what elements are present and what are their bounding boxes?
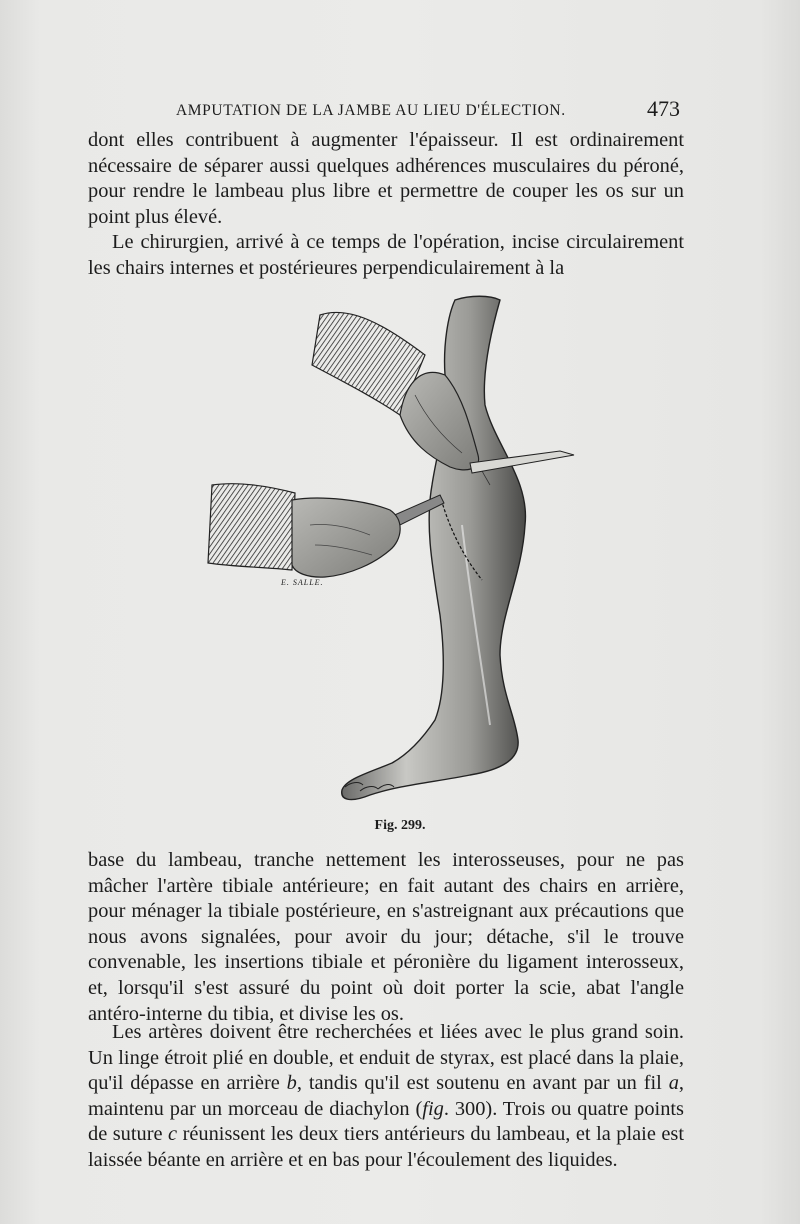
reference-letter-b: b: [286, 1072, 297, 1095]
surgeon-sleeve: [208, 484, 295, 570]
fig-abbreviation: fig: [422, 1097, 444, 1120]
surgeon-hand: [292, 498, 400, 577]
engraver-signature: E. SALLE.: [281, 578, 324, 587]
paragraph-2: Le chirurgien, arrivé à ce temps de l'opération, incise circulairement les chairs internes et postérieures perpendiculairement à la: [88, 231, 684, 279]
figure-299-illustration: [200, 295, 600, 815]
leg-amputation-engraving: [200, 295, 600, 815]
figure-caption: Fig. 299.: [374, 818, 426, 833]
page-number: 473: [647, 96, 680, 121]
reference-letter-c: c: [168, 1123, 178, 1146]
paragraph-4-text-g: . 300). Trois ou quatre points de suture: [88, 1097, 684, 1146]
paragraph-4-text-i: réunissent les deux tiers antérieurs du lambeau, et la plaie est laissée béante en arrière et en bas pour l'écoulement des liquides.: [88, 1123, 685, 1171]
paragraph-4-text-c: , tandis qu'il est soutenu en avant par un fil: [296, 1072, 669, 1095]
running-title: AMPUTATION DE LA JAMBE AU LIEU D'ÉLECTION.: [176, 102, 566, 119]
paragraph-4: [88, 1020, 684, 1174]
running-head: [88, 96, 688, 128]
paragraph-3: base du lambeau, tranche nettement les interosseuses, pour ne pas mâcher l'artère tibiale antérieure; en fait autant des chairs en arrière, pour ménager la tibiale postérieure, en s'astreignant aux précautions que nous avons signalées, pour avoir du jour; détache, s'il le trouve convenable, les insertions tibiale et péronière du ligament interosseux, et, lorsqu'il s'est assuré du point où doit porter la scie, abat l'angle antéro-interne du tibia, et divise les os.: [88, 849, 684, 1025]
paragraph-1: dont elles contribuent à augmenter l'épaisseur. Il est ordinairement nécessaire de séparer aussi quelques adhérences musculaires du péroné, pour rendre le lambeau plus libre et permettre de couper les os sur un point plus élevé.: [88, 129, 684, 228]
reference-letter-a: a: [668, 1072, 679, 1095]
paragraph-4-text-a: Les artères doivent être recherchées et liées avec le plus grand soin. Un linge étroit plié en double, et enduit de styrax, est placé dans la plaie, qu'il dépasse en arrière: [88, 1021, 684, 1095]
paragraph-4-text-e: , maintenu par un morceau de diachylon (: [88, 1072, 684, 1120]
